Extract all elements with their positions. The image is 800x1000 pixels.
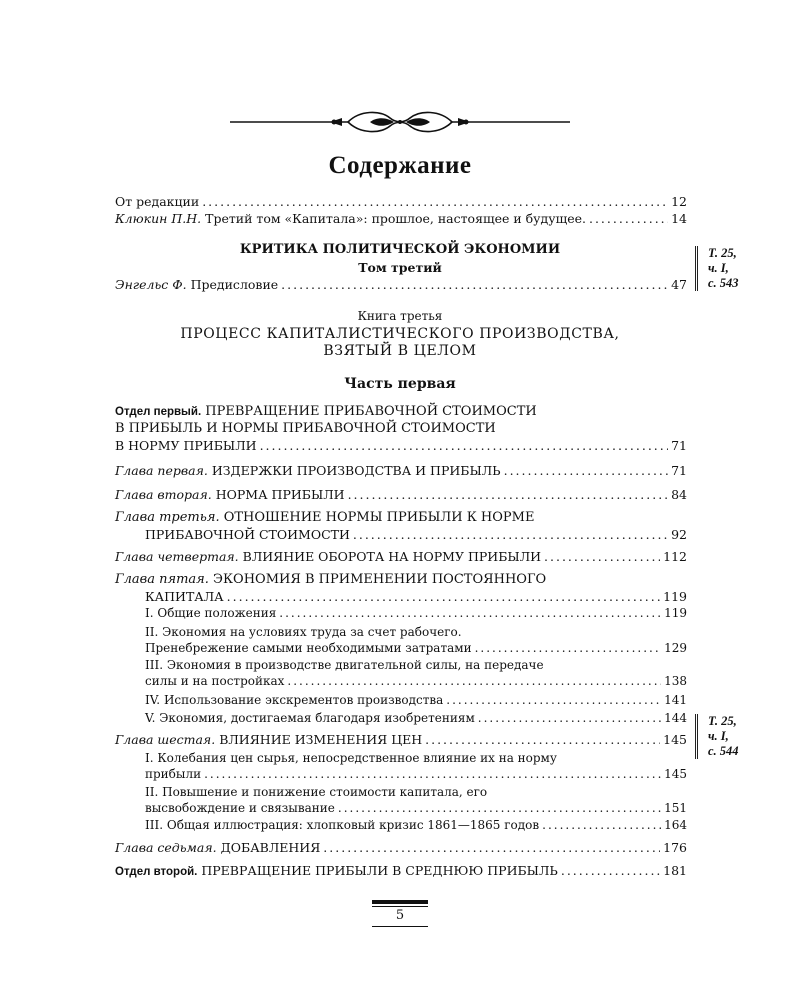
page-number-rule-bottom — [372, 926, 428, 927]
chapter-title-line1: ЭКОНОМИЯ В ПРИМЕНЕНИИ ПОСТОЯННОГО — [213, 572, 547, 587]
entry-page: 138 — [664, 674, 687, 688]
leader-dots — [561, 862, 660, 879]
subentry-text: Пренебрежение самыми необходимыми затратами — [145, 641, 472, 655]
entry-page: 176 — [663, 840, 687, 855]
chapter-label: Глава вторая. — [115, 487, 212, 502]
chapter-label: Глава пятая. — [115, 572, 209, 587]
book-title-line1: ПРОЦЕСС КАПИТАЛИСТИЧЕСКОГО ПРОИЗВОДСТВА, — [180, 326, 620, 342]
leader-dots — [260, 437, 669, 454]
subentry-text: IV. Использование экскрементов производства — [145, 693, 444, 707]
leader-dots — [353, 526, 668, 543]
entry-page: 129 — [664, 641, 687, 655]
toc-subentry-5-5[interactable] — [145, 710, 687, 727]
entry-page: 92 — [671, 527, 687, 542]
chapter-title: ДОБАВЛЕНИЯ — [220, 840, 321, 855]
chapter-3-line2[interactable] — [145, 526, 687, 543]
toc-entry-editorial[interactable] — [115, 193, 687, 210]
entry-page: 14 — [671, 211, 687, 226]
chapter-label: Глава шестая. — [115, 732, 216, 747]
leader-dots — [323, 839, 660, 856]
page-number: 5 — [395, 908, 405, 923]
toc-entry-chapter-6[interactable] — [115, 731, 687, 748]
entry-page: 12 — [671, 194, 687, 209]
leader-dots — [544, 548, 660, 565]
section-title: ПРЕВРАЩЕНИЕ ПРИБЫЛИ В СРЕДНЮЮ ПРИБЫЛЬ — [201, 863, 558, 878]
toc-entry-chapter-5[interactable] — [115, 571, 546, 588]
entry-page: 71 — [671, 438, 687, 453]
note-line: с. 544 — [708, 744, 739, 758]
leader-dots — [504, 462, 668, 479]
section-1-line3[interactable] — [115, 437, 687, 454]
leader-dots — [446, 692, 661, 709]
chapter-title: ВЛИЯНИЕ ИЗМЕНЕНИЯ ЦЕН — [219, 732, 423, 747]
toc-entry-chapter-3[interactable] — [115, 509, 534, 526]
entry-page: 181 — [663, 863, 687, 878]
subentry-text: I. Общие положения — [145, 606, 277, 620]
note-line: ч. I, — [708, 261, 729, 275]
entry-author: Энгельс Ф. — [115, 277, 187, 292]
leader-dots — [589, 210, 668, 227]
entry-page: 119 — [663, 589, 687, 604]
leader-dots — [542, 817, 661, 834]
margin-note-1 — [695, 246, 739, 291]
section-label: Отдел первый. — [115, 406, 202, 418]
page-number-rule-thick — [372, 900, 428, 904]
toc-subentry-6-2[interactable] — [145, 800, 687, 817]
section-label: Отдел второй. — [115, 866, 198, 878]
toc-subentry-5-1[interactable] — [145, 605, 687, 622]
toc-entry-klyukin[interactable] — [115, 210, 687, 227]
subentry-text: V. Экономия, достигаемая благодаря изобретениям — [145, 711, 475, 725]
entry-page: 145 — [663, 732, 687, 747]
note-line: ч. I, — [708, 729, 729, 743]
chapter-title: ВЛИЯНИЕ ОБОРОТА НА НОРМУ ПРИБЫЛИ — [242, 549, 542, 564]
entry-page: 71 — [671, 463, 687, 478]
leader-dots — [227, 588, 660, 605]
entry-page: 151 — [664, 801, 687, 815]
work-heading: КРИТИКА ПОЛИТИЧЕСКОЙ ЭКОНОМИИ — [239, 242, 561, 257]
chapter-5-line2[interactable] — [145, 588, 687, 605]
entry-page: 112 — [663, 549, 687, 564]
toc-entry-section-2[interactable] — [115, 862, 687, 881]
leader-dots — [478, 710, 661, 727]
chapter-label: Глава первая. — [115, 463, 208, 478]
chapter-label: Глава седьмая. — [115, 840, 217, 855]
section-1-heading[interactable] — [115, 403, 537, 421]
leader-dots — [338, 800, 661, 817]
toc-subentry-6-2-line1[interactable]: II. Повышение и понижение стоимости капитала, его — [145, 785, 488, 799]
entry-page: 144 — [664, 711, 687, 725]
subentry-text: III. Общая иллюстрация: хлопковый кризис 1861—1865 годов — [145, 818, 540, 832]
decorative-ornament — [230, 108, 570, 136]
leader-dots — [281, 276, 668, 293]
leader-dots — [202, 193, 668, 210]
toc-entry-chapter-1[interactable] — [115, 462, 687, 479]
note-line: с. 543 — [708, 276, 739, 290]
subentry-text: прибыли — [145, 767, 202, 781]
page-title: Содержание — [328, 152, 472, 179]
toc-entry-chapter-2[interactable] — [115, 486, 687, 503]
page-number-box — [372, 900, 428, 926]
section-title-line1: ПРЕВРАЩЕНИЕ ПРИБАВОЧНОЙ СТОИМОСТИ — [205, 404, 537, 419]
entry-text: В НОРМУ ПРИБЫЛИ — [115, 438, 257, 453]
subentry-text: высвобождение и связывание — [145, 801, 335, 815]
toc-subentry-5-4[interactable] — [145, 692, 687, 709]
entry-text: От редакции — [115, 194, 200, 209]
toc-subentry-6-1-line1[interactable]: I. Колебания цен сырья, непосредственное влияние их на норму — [145, 751, 557, 765]
entry-page: 47 — [671, 277, 687, 292]
chapter-label: Глава четвертая. — [115, 549, 239, 564]
book-label: Книга третья — [357, 309, 443, 323]
toc-subentry-5-3-line1[interactable]: III. Экономия в производстве двигательной силы, на передаче — [145, 658, 544, 672]
entry-page: 84 — [671, 487, 687, 502]
entry-page: 164 — [664, 818, 687, 832]
leader-dots — [279, 605, 661, 622]
chapter-title: НОРМА ПРИБЫЛИ — [215, 487, 345, 502]
leader-dots — [348, 486, 669, 503]
toc-subentry-5-3[interactable] — [145, 673, 687, 690]
margin-note-2 — [695, 714, 739, 759]
volume-heading: Том третий — [358, 260, 442, 275]
toc-subentry-6-1[interactable] — [145, 766, 687, 783]
entry-text: Третий том «Капитала»: прошлое, настоящее и будущее. — [205, 211, 586, 226]
note-line: Т. 25, — [708, 246, 737, 260]
chapter-title-line2: ПРИБАВОЧНОЙ СТОИМОСТИ — [145, 527, 350, 542]
entry-page: 145 — [664, 767, 687, 781]
entry-text: Предисловие — [190, 277, 279, 292]
note-line: Т. 25, — [708, 714, 737, 728]
leader-dots — [204, 766, 661, 783]
chapter-title: ИЗДЕРЖКИ ПРОИЗВОДСТВА И ПРИБЫЛЬ — [211, 463, 501, 478]
entry-author: Клюкин П.Н. — [115, 211, 202, 226]
page-number-rule-thin — [372, 906, 428, 907]
entry-page: 141 — [664, 693, 687, 707]
part-heading: Часть первая — [344, 376, 456, 392]
chapter-title-line1: ОТНОШЕНИЕ НОРМЫ ПРИБЫЛИ К НОРМЕ — [223, 510, 535, 525]
toc-subentry-6-3[interactable] — [145, 817, 687, 834]
toc-subentry-5-2[interactable] — [145, 640, 687, 657]
leader-dots — [287, 673, 661, 690]
book-title-line2: ВЗЯТЫЙ В ЦЕЛОМ — [323, 343, 477, 359]
entry-page: 119 — [664, 606, 687, 620]
toc-entry-preface[interactable] — [115, 276, 687, 293]
leader-dots — [475, 640, 662, 657]
section-1-line2: В ПРИБЫЛЬ И НОРМЫ ПРИБАВОЧНОЙ СТОИМОСТИ — [115, 421, 496, 436]
toc-entry-chapter-4[interactable] — [115, 548, 687, 565]
toc-entry-chapter-7[interactable] — [115, 839, 687, 856]
chapter-label: Глава третья. — [115, 510, 220, 525]
leader-dots — [425, 731, 660, 748]
chapter-title-line2: КАПИТАЛА — [145, 589, 224, 604]
toc-subentry-5-2-line1[interactable]: II. Экономия на условиях труда за счет рабочего. — [145, 625, 462, 639]
subentry-text: силы и на постройках — [145, 674, 285, 688]
